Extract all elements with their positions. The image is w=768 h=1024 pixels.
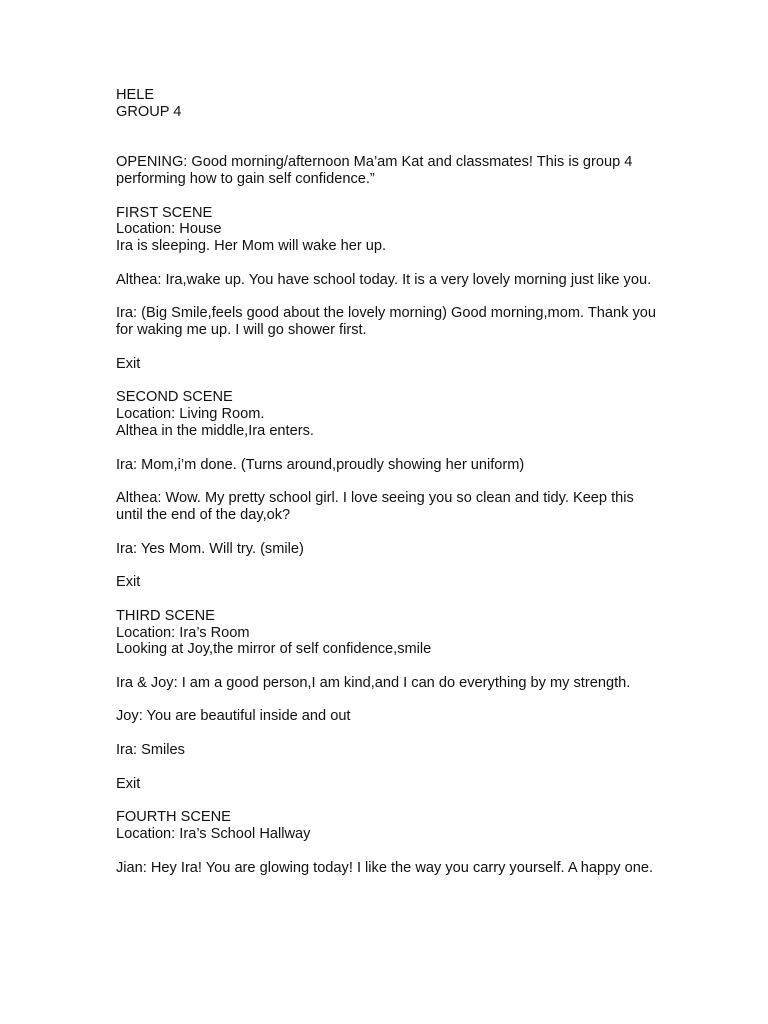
- dialogue-line: Ira: Smiles: [116, 742, 185, 759]
- opening-text: OPENING: Good morning/afternoon Ma’am Kat and classmates! This is group 4 performing how to gain self confidence.”: [116, 154, 637, 187]
- dialogue-line: Ira: Mom,i’m done. (Turns around,proudly showing her uniform): [116, 456, 525, 473]
- scene-title: FOURTH SCENE: [116, 809, 231, 826]
- exit-direction: Exit: [116, 574, 141, 591]
- scene-title: SECOND SCENE: [116, 389, 233, 406]
- scene-heading-block: [116, 809, 661, 843]
- dialogue-line: Joy: You are beautiful inside and out: [116, 708, 351, 725]
- exit-direction: Exit: [116, 775, 141, 792]
- script-paragraph: [116, 675, 661, 692]
- script-paragraph: [116, 860, 661, 877]
- scene-location: Location: House: [116, 221, 222, 238]
- script-paragraph: [116, 742, 661, 759]
- dialogue-line: Althea: Wow. My pretty school girl. I love seeing you so clean and tidy. Keep this until the end of the day,ok?: [116, 490, 638, 523]
- script-paragraph: [116, 574, 661, 591]
- script-paragraph: [116, 708, 661, 725]
- dialogue-line: Althea: Ira,wake up. You have school today. It is a very lovely morning just like you.: [116, 271, 652, 288]
- scene-title: THIRD SCENE: [116, 607, 215, 624]
- exit-direction: Exit: [116, 355, 141, 372]
- dialogue-line: Jian: Hey Ira! You are glowing today! I like the way you carry yourself. A happy one.: [116, 859, 654, 876]
- script-paragraph: [116, 541, 661, 558]
- script-paragraph: [116, 272, 661, 289]
- script-paragraph: [116, 457, 661, 474]
- document-header: [116, 87, 661, 121]
- document-body: [116, 87, 661, 893]
- script-paragraph: [116, 305, 661, 339]
- scene-description: Looking at Joy,the mirror of self confidence,smile: [116, 641, 432, 658]
- scene-location: Location: Ira’s Room: [116, 624, 250, 641]
- scene-heading-block: [116, 205, 661, 255]
- dialogue-line: Ira: Yes Mom. Will try. (smile): [116, 540, 304, 557]
- dialogue-line: Ira & Joy: I am a good person,I am kind,and I can do everything by my strength.: [116, 674, 631, 691]
- scene-heading-block: [116, 389, 661, 439]
- opening-paragraph: [116, 154, 661, 188]
- scene-heading-block: [116, 608, 661, 658]
- scene-title: FIRST SCENE: [116, 204, 213, 221]
- script-paragraph: [116, 356, 661, 373]
- dialogue-line: Ira: (Big Smile,feels good about the lovely morning) Good morning,mom. Thank you for waking me up. I will go shower first.: [116, 305, 661, 339]
- script-paragraph: [116, 776, 661, 793]
- script-body: [116, 205, 661, 877]
- scene-description: Ira is sleeping. Her Mom will wake her up.: [116, 238, 387, 255]
- scene-location: Location: Ira’s School Hallway: [116, 826, 311, 843]
- scene-location: Location: Living Room.: [116, 406, 265, 423]
- script-paragraph: [116, 490, 661, 524]
- header-line-1: HELE: [116, 87, 155, 103]
- header-line-2: GROUP 4: [116, 103, 182, 120]
- scene-description: Althea in the middle,Ira enters.: [116, 422, 314, 439]
